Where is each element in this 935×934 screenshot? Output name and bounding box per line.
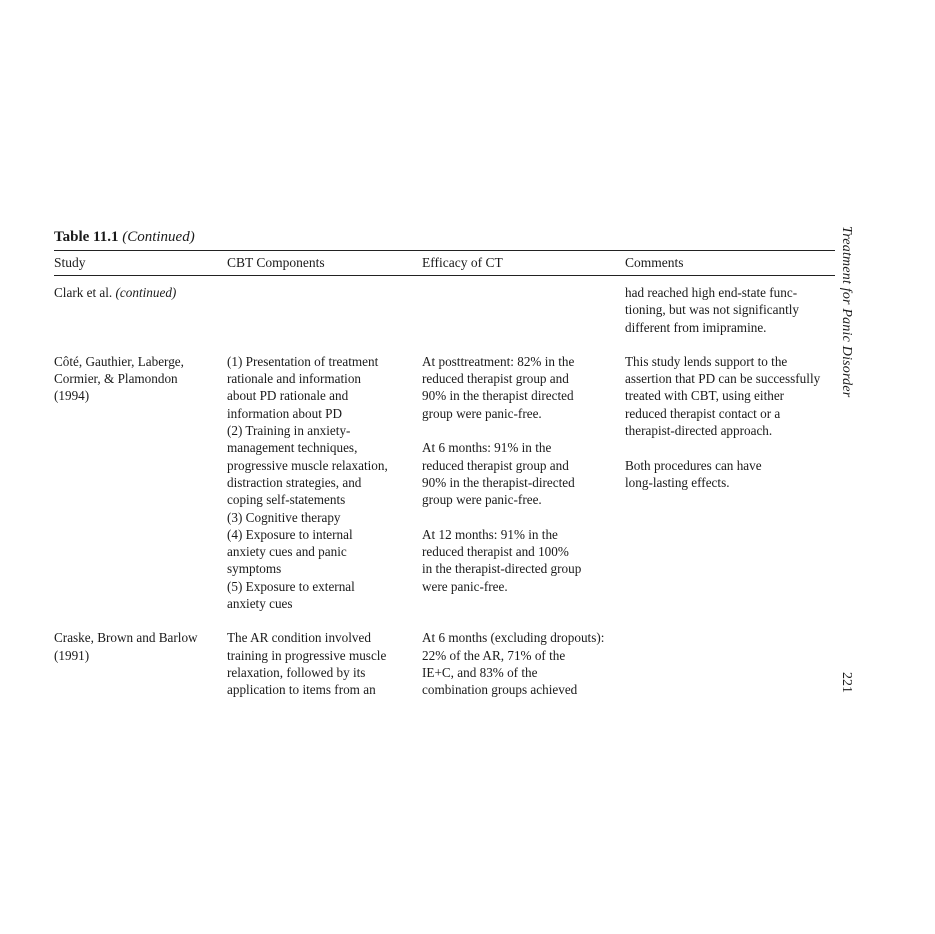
study-cell <box>54 629 227 698</box>
efficacy-6-months: At 6 months: 91% in the reduced therapist group and 90% in the therapist-directed group were panic-free. <box>422 440 575 508</box>
efficacy-cell <box>422 629 625 698</box>
cbt-cell <box>227 284 422 336</box>
comments-text: This study lends support to the assertion that PD can be successfully treated with CBT, using either reduced therapist contact or a therapist-directed approach. <box>625 353 821 439</box>
header-comments: Comments <box>625 255 684 270</box>
table-11-1 <box>54 228 835 699</box>
study-cell <box>54 353 227 612</box>
cbt-components-text: (1) Presentation of treatment rationale and information about PD rationale and information about PD (2) Training in anxiety- management techniques, progressive muscle relaxation, distraction strategies, and coping self-statements (3) Cognitive therapy (4) Exposure to internal anxiety cues and panic symptoms (5) Exposure to external anxiety cues <box>227 353 388 612</box>
header-efficacy: Efficacy of CT <box>422 255 503 270</box>
running-head: Treatment for Panic Disorder <box>839 226 854 398</box>
caption-label: Table 11.1 <box>54 229 119 245</box>
efficacy-6-months: At 6 months (excluding dropouts): 22% of the AR, 71% of the IE+C, and 83% of the combination groups achieved <box>422 630 605 698</box>
efficacy-cell <box>422 353 625 612</box>
study-cell <box>54 284 227 336</box>
cbt-cell <box>227 353 422 612</box>
header-study: Study <box>54 255 86 270</box>
comments-cell <box>625 284 835 336</box>
caption-continued: (Continued) <box>122 229 195 245</box>
header-rule <box>54 275 835 276</box>
comments-cell <box>625 353 835 612</box>
study-name: Craske, Brown and Barlow (1991) <box>54 630 198 663</box>
page-number: 221 <box>839 672 854 693</box>
header-cbt-components: CBT Components <box>227 255 325 270</box>
comments-text: had reached high end-state func- tioning, but was not significantly different from imipramine. <box>625 285 799 335</box>
efficacy-posttreatment: At posttreatment: 82% in the reduced therapist group and 90% in the therapist directed group were panic-free. <box>422 353 575 421</box>
comments-cell <box>625 629 835 698</box>
efficacy-12-months: At 12 months: 91% in the reduced therapist and 100% in the therapist-directed group were panic-free. <box>422 526 582 594</box>
study-name: Côté, Gauthier, Laberge, Cormier, & Plamondon (1994) <box>54 353 184 404</box>
study-name: Clark et al. <box>54 285 113 300</box>
table-row <box>54 284 835 336</box>
comments-text: Both procedures can have long-lasting effects. <box>625 457 762 490</box>
table-row <box>54 353 835 612</box>
cbt-cell <box>227 629 422 698</box>
table-caption <box>54 228 835 246</box>
efficacy-cell <box>422 284 625 336</box>
table-row <box>54 629 835 698</box>
table-header-row <box>54 251 835 275</box>
cbt-components-text: The AR condition involved training in progressive muscle relaxation, followed by its application to items from an <box>227 630 387 698</box>
study-note: (continued) <box>115 285 177 300</box>
